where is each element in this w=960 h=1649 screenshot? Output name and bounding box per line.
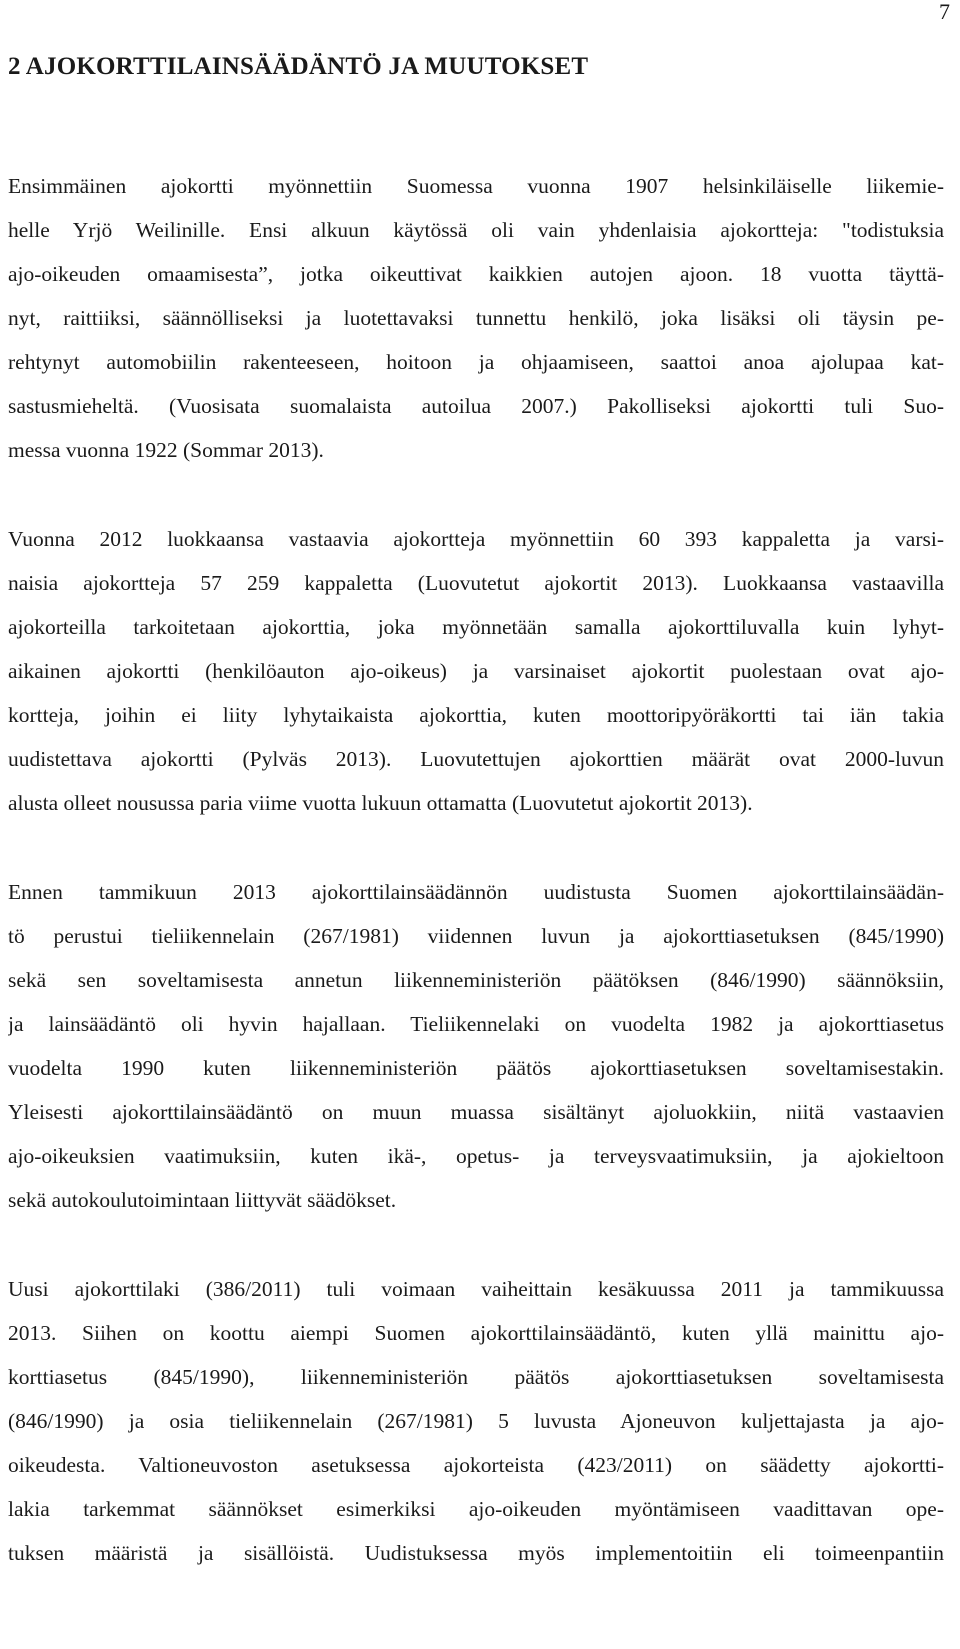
paragraph-line: kortteja, joihin ei liity lyhytaikaista ajokorttia, kuten moottoripyöräkortti tai iän takia — [8, 703, 944, 727]
paragraph-line: alusta olleet nousussa paria viime vuotta lukuun ottamatta (Luovutetut ajokortit 2013). — [8, 791, 753, 815]
paragraph-line: uudistettava ajokortti (Pylväs 2013). Luovutettujen ajokorttien määrät ovat 2000-luvun — [8, 747, 944, 771]
paragraph-line: ajokorteilla tarkoitetaan ajokorttia, joka myönnetään samalla ajokorttiluvalla kuin lyhyt- — [8, 615, 944, 639]
paragraph-line: messa vuonna 1922 (Sommar 2013). — [8, 438, 324, 462]
page-number: 7 — [939, 0, 950, 24]
section-heading: 2 AJOKORTTILAINSÄÄDÄNTÖ JA MUUTOKSET — [8, 53, 589, 80]
paragraph-history — [8, 164, 944, 472]
paragraph-line: naisia ajokortteja 57 259 kappaletta (Luovutetut ajokortit 2013). Luokkaansa vastaavilla — [8, 571, 944, 595]
paragraph-line: vuodelta 1990 kuten liikenneministeriön päätös ajokorttiasetuksen soveltamisestakin. — [8, 1056, 944, 1080]
paragraph-line: ja lainsäädäntö oli hyvin hajallaan. Tieliikennelaki on vuodelta 1982 ja ajokorttiasetus — [8, 1012, 944, 1036]
paragraph-line: tuksen määristä ja sisällöistä. Uudistuksessa myös implementoitiin eli toimeenpantiin — [8, 1541, 944, 1565]
paragraph-line: 2013. Siihen on koottu aiempi Suomen ajokorttilainsäädäntö, kuten yllä mainittu ajo- — [8, 1321, 944, 1345]
paragraph-line: sekä autokoulutoimintaan liittyvät säädökset. — [8, 1188, 397, 1212]
paragraph-line: Vuonna 2012 luokkaansa vastaavia ajokortteja myönnettiin 60 393 kappaletta ja varsi- — [8, 527, 944, 551]
paragraph-line: ajo-oikeuksien vaatimuksiin, kuten ikä-, opetus- ja terveysvaatimuksiin, ja ajokieltoon — [8, 1144, 944, 1168]
paragraph-line: sekä sen soveltamisesta annetun liikenneministeriön päätöksen (846/1990) säännöksiin, — [8, 968, 944, 992]
paragraph-line: Ennen tammikuun 2013 ajokorttilainsäädännön uudistusta Suomen ajokorttilainsäädän- — [8, 880, 944, 904]
paragraph-line: sastusmieheltä. (Vuosisata suomalaista autoilua 2007.) Pakolliseksi ajokortti tuli Suo- — [8, 394, 944, 418]
paragraph-line: rehtynyt automobiilin rakenteeseen, hoitoon ja ohjaamiseen, saattoi anoa ajolupaa kat- — [8, 350, 944, 374]
paragraph-line: lakia tarkemmat säännökset esimerkiksi ajo-oikeuden myöntämiseen vaadittavan ope- — [8, 1497, 944, 1521]
paragraph-line: helle Yrjö Weilinille. Ensi alkuun käytössä oli vain yhdenlaisia ajokortteja: "todistuksia — [8, 218, 944, 242]
paragraph-line: Yleisesti ajokorttilainsäädäntö on muun muassa sisältänyt ajoluokkiin, niitä vastaavien — [8, 1100, 944, 1124]
paragraph-old-legislation — [8, 870, 944, 1222]
paragraph-statistics — [8, 517, 944, 825]
paragraph-line: tö perustui tieliikennelain (267/1981) viidennen luvun ja ajokorttiasetuksen (845/1990) — [8, 924, 944, 948]
paragraph-line: nyt, raittiiksi, säännölliseksi ja luotettavaksi tunnettu henkilö, joka lisäksi oli täysin pe- — [8, 306, 944, 330]
paragraph-line: oikeudesta. Valtioneuvoston asetuksessa ajokorteista (423/2011) on säädetty ajokortti- — [8, 1453, 944, 1477]
paragraph-line: (846/1990) ja osia tieliikennelain (267/1981) 5 luvusta Ajoneuvon kuljettajasta ja ajo- — [8, 1409, 944, 1433]
paragraph-line: aikainen ajokortti (henkilöauton ajo-oikeus) ja varsinaiset ajokortit puolestaan ovat ajo- — [8, 659, 944, 683]
paragraph-line: Uusi ajokorttilaki (386/2011) tuli voimaan vaiheittain kesäkuussa 2011 ja tammikuussa — [8, 1277, 944, 1301]
paragraph-line: ajo-oikeuden omaamisesta”, jotka oikeuttivat kaikkien autojen ajoon. 18 vuotta täyttä- — [8, 262, 944, 286]
paragraph-line: Ensimmäinen ajokortti myönnettiin Suomessa vuonna 1907 helsinkiläiselle liikemie- — [8, 174, 944, 198]
paragraph-line: korttiasetus (845/1990), liikenneministeriön päätös ajokorttiasetuksen soveltamisesta — [8, 1365, 944, 1389]
paragraph-new-law — [8, 1267, 944, 1575]
